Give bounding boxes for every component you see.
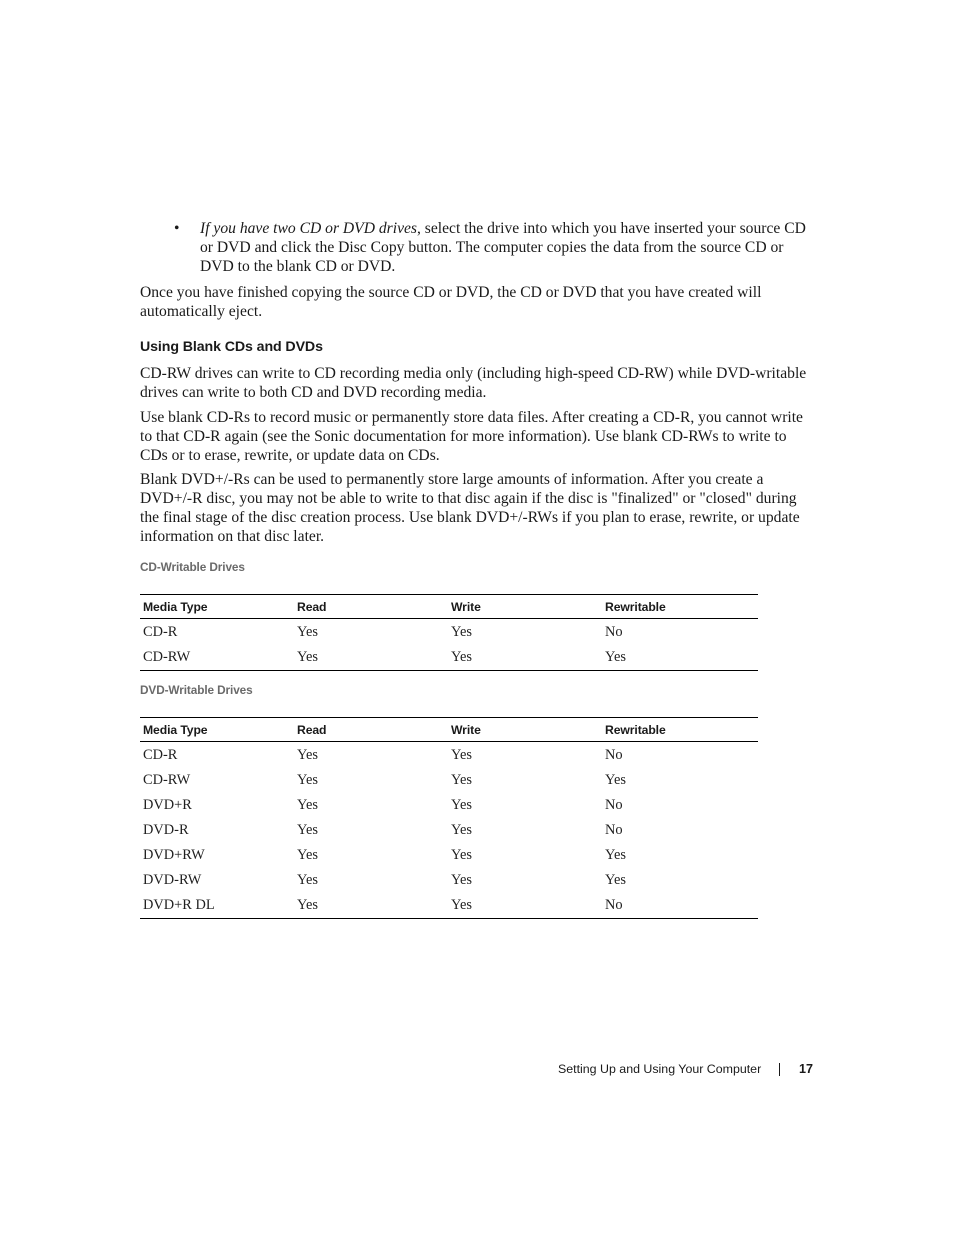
- column-header: Rewritable: [602, 595, 758, 619]
- table-cell: Yes: [451, 847, 472, 863]
- table-cell: No: [602, 893, 758, 919]
- table-row: [140, 645, 758, 671]
- table-cell: Yes: [605, 772, 626, 788]
- table-row: [140, 619, 758, 646]
- table-cell: Yes: [451, 822, 472, 838]
- table-row: [140, 768, 758, 793]
- column-header: Rewritable: [602, 718, 758, 742]
- page-number: 17: [799, 1062, 814, 1076]
- table-cell: DVD+R DL: [140, 893, 294, 919]
- column-header: Write: [448, 718, 602, 742]
- table-cell: Yes: [605, 847, 626, 863]
- table-cell: No: [605, 747, 623, 763]
- bullet-item: [140, 219, 815, 276]
- table-header-row: [140, 718, 758, 742]
- paragraph-eject: Once you have finished copying the source CD or DVD, the CD or DVD that you have created will automatically eject.: [140, 284, 762, 320]
- table-cell: No: [605, 797, 623, 813]
- table-cell: Yes: [297, 797, 318, 813]
- table-cell: Yes: [294, 645, 448, 671]
- footer-divider: [779, 1063, 780, 1076]
- table-cell: No: [605, 822, 623, 838]
- table-header-row: [140, 595, 758, 619]
- dvd-writable-table: [140, 717, 758, 919]
- table-cell: Yes: [297, 624, 318, 640]
- column-header: Media Type: [140, 595, 294, 619]
- table-cell: Yes: [451, 872, 472, 888]
- table-cell: Yes: [448, 893, 602, 919]
- column-header: Read: [294, 718, 448, 742]
- section-heading: Using Blank CDs and DVDs: [140, 339, 323, 355]
- paragraph-cdrw: CD-RW drives can write to CD recording media only (including high-speed CD-RW) while DVD-writable drives can write to both CD and DVD recording media.: [140, 365, 807, 401]
- table-cell: Yes: [605, 872, 626, 888]
- table-cell: Yes: [297, 772, 318, 788]
- table-row: [140, 843, 758, 868]
- table-caption-cd: CD-Writable Drives: [140, 560, 245, 574]
- table-cell: Yes: [451, 624, 472, 640]
- table-cell: Yes: [294, 893, 448, 919]
- table-cell: CD-RW: [140, 645, 294, 671]
- table-cell: DVD-R: [143, 822, 189, 838]
- bullet-body-2: button. The computer copies the data from the source CD or DVD to the blank CD or DVD.: [200, 239, 784, 275]
- table-row: [140, 793, 758, 818]
- table-cell: Yes: [297, 847, 318, 863]
- paragraph-dvd: Blank DVD+/-Rs can be used to permanently store large amounts of information. After you create a DVD+/-R disc, you may not be able to write to that disc again if the disc is "finalized" or "closed" during the final stage of the disc creation process. Use blank DVD+/-RWs if you plan to erase, rewrite, or update information on that disc later.: [140, 471, 800, 545]
- bullet-text: [200, 219, 815, 276]
- table-cell: CD-R: [143, 747, 178, 763]
- table-cell: No: [605, 624, 623, 640]
- table-cell: Yes: [451, 772, 472, 788]
- paragraph-cdr: Use blank CD-Rs to record music or permanently store data files. After creating a CD-R, you cannot write to that CD-R again (see the Sonic documentation for more information). Use blank CD-RWs to write to CDs or to erase, rewrite, or update data on CDs.: [140, 409, 803, 464]
- table-cell: Yes: [297, 747, 318, 763]
- table-cell: Yes: [602, 645, 758, 671]
- bullet-marker: •: [174, 220, 180, 237]
- table-row: [140, 868, 758, 893]
- disc-copy-label: Disc Copy: [338, 239, 405, 256]
- table-cell: DVD+R: [143, 797, 192, 813]
- table-cell: CD-R: [143, 624, 178, 640]
- table-row: [140, 893, 758, 919]
- table-row: [140, 818, 758, 843]
- table-cell: Yes: [297, 872, 318, 888]
- column-header: Media Type: [140, 718, 294, 742]
- column-header: Write: [448, 595, 602, 619]
- table-cell: Yes: [448, 645, 602, 671]
- bullet-body-1: , select the drive into which you have inserted your source CD or DVD and click the: [200, 220, 806, 256]
- table-cell: DVD-RW: [143, 872, 202, 888]
- column-header: Read: [294, 595, 448, 619]
- table-cell: DVD+RW: [143, 847, 205, 863]
- cd-writable-table: [140, 594, 758, 671]
- table-cell: Yes: [451, 747, 472, 763]
- table-row: [140, 742, 758, 769]
- footer-section-title: Setting Up and Using Your Computer: [558, 1062, 762, 1076]
- table-cell: Yes: [451, 797, 472, 813]
- table-cell: Yes: [297, 822, 318, 838]
- table-cell: CD-RW: [143, 772, 191, 788]
- bullet-italic-lead: If you have two CD or DVD drives: [200, 220, 417, 237]
- table-caption-dvd: DVD-Writable Drives: [140, 683, 253, 697]
